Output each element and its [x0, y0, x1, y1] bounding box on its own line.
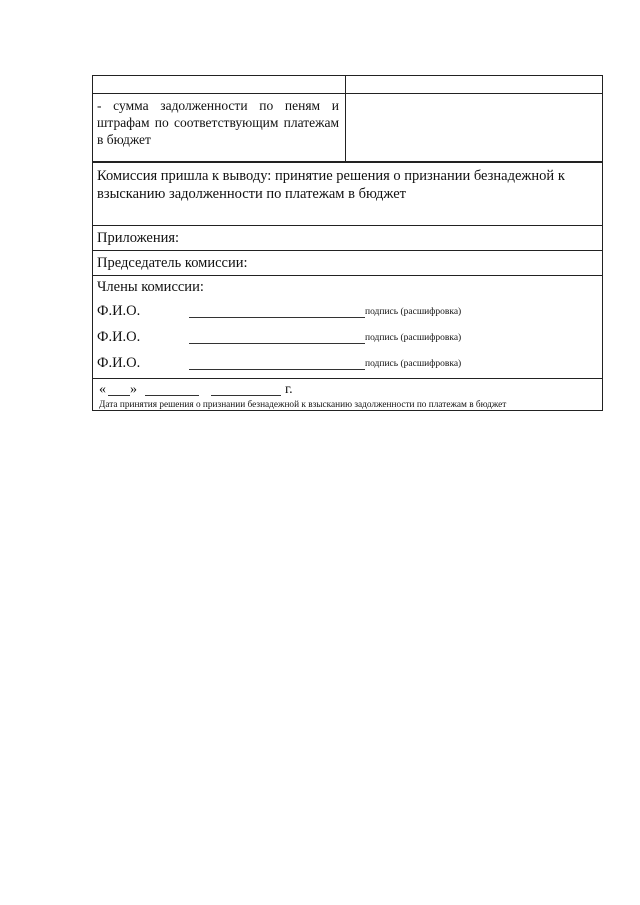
- member-signature-line: [97, 303, 597, 323]
- date-close-quote: »: [130, 382, 137, 397]
- signature-blank[interactable]: [189, 369, 365, 370]
- header-cell-left: [93, 76, 346, 93]
- date-day-blank[interactable]: [108, 395, 130, 396]
- decision-form-table: [92, 75, 603, 411]
- attachments-row: [93, 226, 602, 251]
- signature-caption: подпись (расшифровка): [365, 333, 462, 343]
- member-fio-label: Ф.И.О.: [97, 329, 141, 345]
- chairman-label: Председатель комиссии:: [97, 255, 248, 271]
- decision-date-caption: Дата принятия решения о признании безнадежной к взысканию задолженности по платежам в бюджет: [99, 400, 507, 410]
- attachments-label: Приложения:: [97, 230, 180, 246]
- date-year-suffix: г.: [285, 382, 293, 397]
- member-fio-label: Ф.И.О.: [97, 303, 141, 319]
- signature-blank[interactable]: [189, 317, 365, 318]
- debt-penalties-value-cell[interactable]: [346, 94, 602, 161]
- member-fio-label: Ф.И.О.: [97, 355, 141, 371]
- signature-caption: подпись (расшифровка): [365, 307, 462, 317]
- chairman-row: [93, 251, 602, 276]
- conclusion-text: Комиссия пришла к выводу: принятие решения о признании безнадежной к взысканию задолженности по платежам в бюджет: [97, 168, 565, 202]
- date-year-blank[interactable]: [211, 395, 281, 396]
- date-open-quote: «: [99, 382, 106, 397]
- debt-penalties-label: - сумма задолженности по пеням и штрафам по соответствующим платежам в бюджет: [93, 94, 346, 161]
- decision-date-row: [93, 379, 602, 411]
- header-cell-right: [346, 76, 602, 93]
- debt-penalties-row: [93, 94, 602, 163]
- signature-caption: подпись (расшифровка): [365, 359, 462, 369]
- members-row: [93, 276, 602, 379]
- date-month-blank[interactable]: [145, 395, 199, 396]
- decision-date-line: [99, 382, 399, 398]
- members-label: Члены комиссии:: [97, 279, 204, 295]
- conclusion-row: [93, 163, 602, 226]
- signature-blank[interactable]: [189, 343, 365, 344]
- table-header-row: [93, 76, 602, 94]
- member-signature-line: [97, 329, 597, 349]
- member-signature-line: [97, 355, 597, 375]
